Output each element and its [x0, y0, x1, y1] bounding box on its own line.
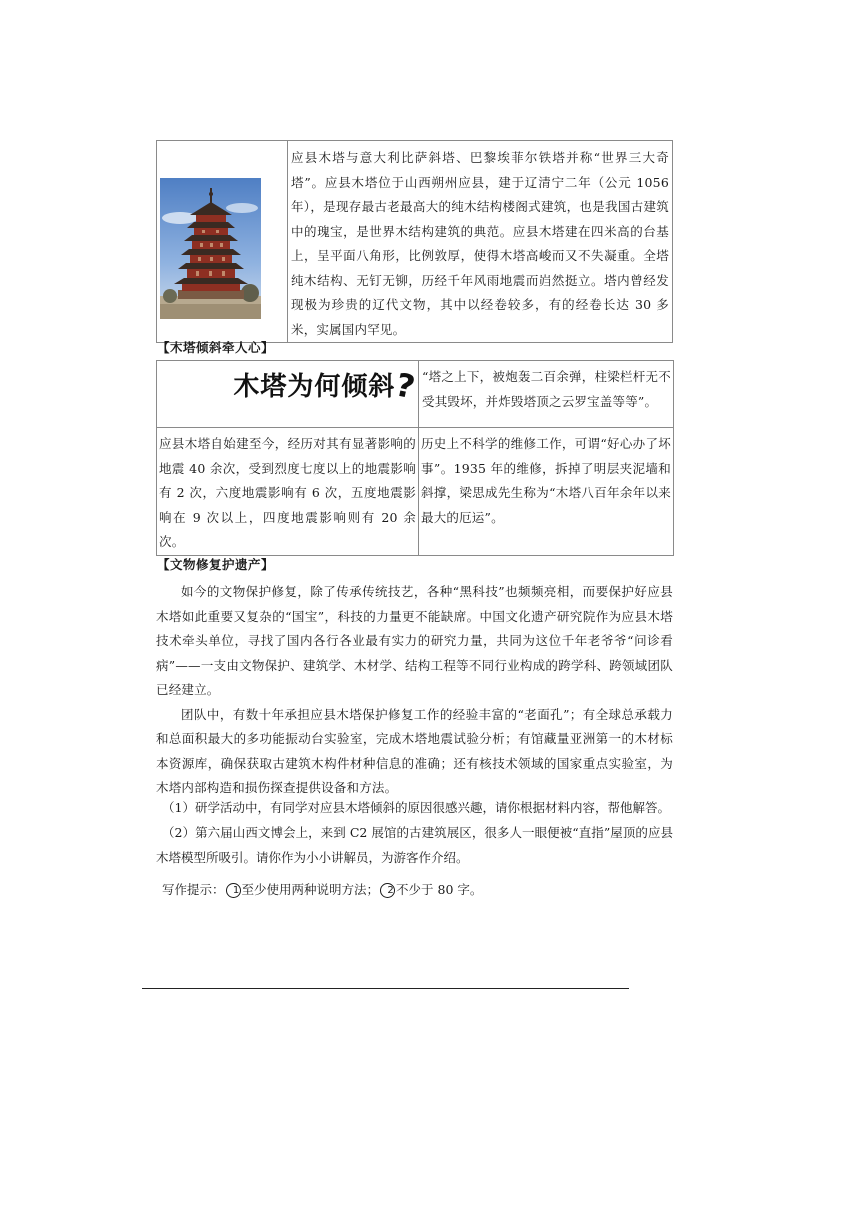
tilt-title-cell: [157, 361, 419, 428]
tilt-title-text: 木塔为何倾斜: [233, 372, 396, 402]
restore-body: [156, 580, 673, 801]
tip-label: 写作提示：: [162, 882, 225, 897]
intro-table: [156, 140, 673, 343]
question-mark: ?: [392, 365, 420, 407]
intro-text: 应县木塔与意大利比萨斜塔、巴黎埃菲尔铁塔并称“世界三大奇塔”。应县木塔位于山西朔州应县，建于辽清宁二年（公元 1056 年），是现存最古老最高大的纯木结构楼阁式建筑，也是我国古建筑中的瑰宝，是世界木结构建筑的典范。应县木塔建在四米高的台基上，呈平面八角形，比例敦厚，使得木塔高峻而又不失凝重。全塔纯木结构、无钉无铆，历经千年风雨地震而岿然挺立。塔内曾经发现极为珍贵的辽代文物，其中以经卷较多，有的经卷长达 30 多米，实属国内罕见。: [288, 141, 673, 343]
restore-paragraph-2: 团队中，有数十年承担应县木塔保护修复工作的经验丰富的“老面孔”；有全球总承载力和总面积最大的多功能振动台实验室，完成木塔地震试验分析；有馆藏量亚洲第一的木材标本资源库，确保获取古建筑木构件材种信息的准确；还有核技术领域的国家重点实验室，为木塔内部构造和损伤探查提供设备和方法。: [156, 706, 673, 795]
tilt-title: [233, 365, 420, 407]
answer-line: [142, 988, 629, 989]
writing-tip: [156, 878, 673, 903]
circled-number-1: 1: [226, 883, 241, 898]
circled-number-2: 2: [380, 883, 395, 898]
earthquake-text: 应县木塔自始建至今，经历对其有显著影响的地震 40 余次，受到烈度七度以上的地震影响有 2 次，六度地震影响有 6 次，五度地震影响在 9 次以上，四度地震影响则有 20 余次。: [157, 428, 419, 556]
section-heading-tilt: 【木塔倾斜牵人心】: [157, 340, 275, 355]
question-1: （1）研学活动中，有同学对应县木塔倾斜的原因很感兴趣，请你根据材料内容，帮他解答。: [162, 800, 670, 815]
tip-1: 至少使用两种说明方法；: [241, 882, 380, 897]
tilt-table: [156, 360, 674, 556]
tip-2: 不少于 80 字。: [396, 882, 483, 897]
pagoda-photo-icon: [160, 178, 261, 319]
section-heading-restore: 【文物修复护遗产】: [157, 557, 275, 572]
question-2: （2）第六届山西文博会上，来到 C2 展馆的古建筑展区，很多人一眼便被“直指”屋顶的应县木塔模型所吸引。请你作为小小讲解员，为游客作介绍。: [156, 825, 673, 865]
repair-text: 历史上不科学的维修工作，可谓“好心办了坏事”。1935 年的维修，拆掉了明层夹泥墙和斜撑，梁思成先生称为“木塔八百年余年以来最大的厄运”。: [419, 428, 674, 556]
bombing-quote: “塔之上下，被炮轰二百余弹，柱梁栏杆无不受其毁坏，并炸毁塔顶之云罗宝盖等等”。: [419, 361, 674, 428]
pagoda-image-cell: [157, 141, 288, 343]
restore-paragraph-1: 如今的文物保护修复，除了传承传统技艺，各种“黑科技”也频频亮相，而要保护好应县木塔如此重要又复杂的“国宝”，科技的力量更不能缺席。中国文化遗产研究院作为应县木塔技术牵头单位，寻找了国内各行各业最有实力的研究力量，共同为这位千年老爷爷“问诊看病”——一支由文物保护、建筑学、木材学、结构工程等不同行业构成的跨学科、跨领域团队已经建立。: [156, 584, 673, 697]
